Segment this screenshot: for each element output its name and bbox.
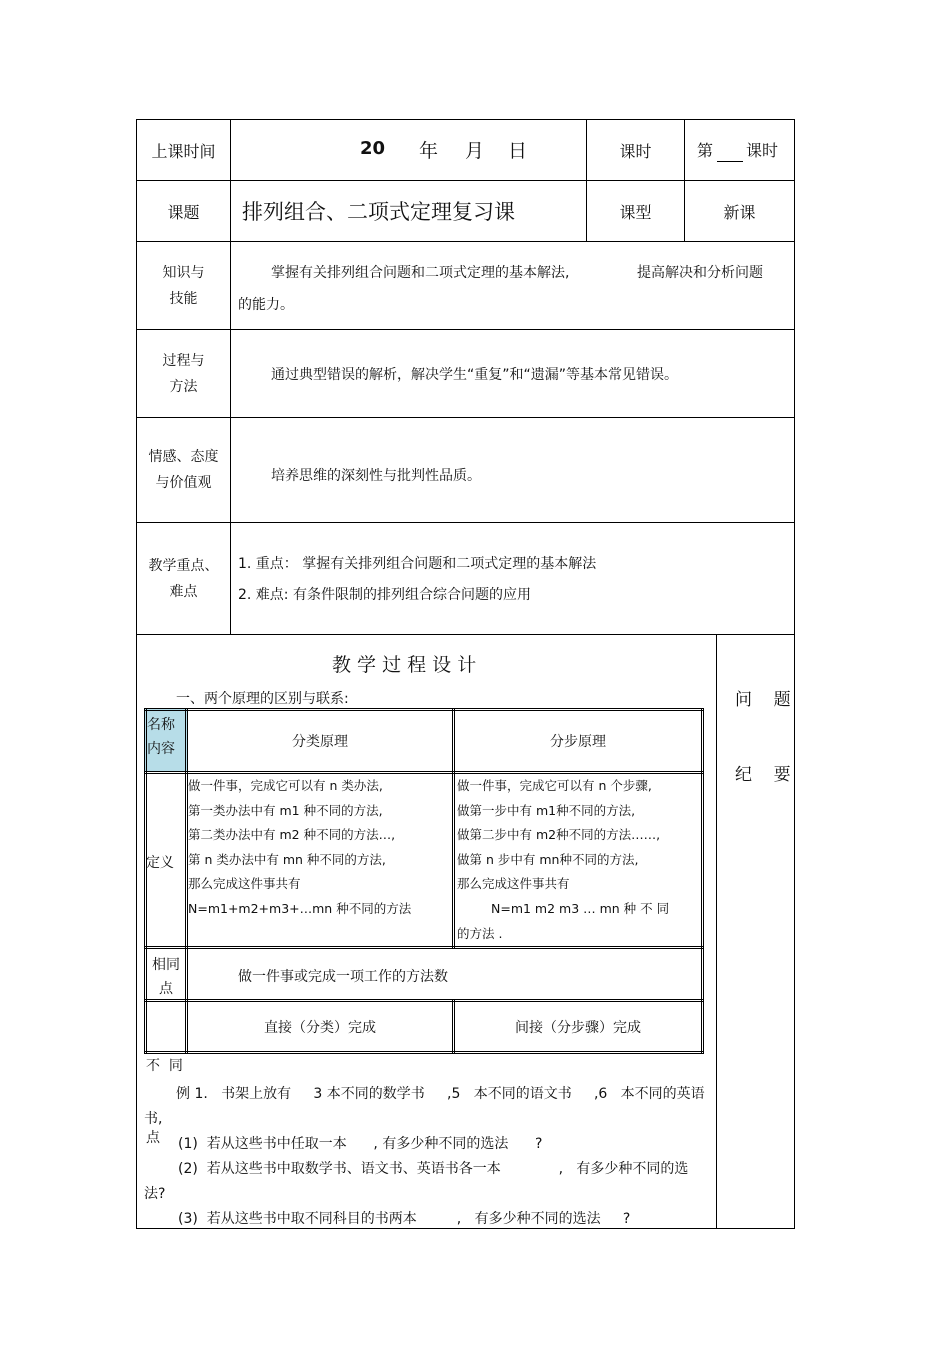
- product-def-line: 的方法 .: [457, 925, 503, 941]
- example-question-2: (2) 若从这些书中取数学书、语文书、英语书各一本 , 有多少种不同的选: [178, 1161, 689, 1177]
- focus-point-1: 1. 重点： 掌握有关排列组合问题和二项式定理的基本解法: [238, 556, 597, 572]
- emotion-label-line-1: 情感、态度: [148, 449, 219, 465]
- knowledge-text-2: 提高解决和分析问题: [637, 265, 763, 281]
- knowledge-text-1: 掌握有关排列组合问题和二项式定理的基本解法,: [271, 265, 570, 281]
- emotion-text: 培养思维的深刻性与批判性品质。: [271, 468, 481, 484]
- row-label-definition: 定义: [146, 855, 174, 871]
- product-def-line: 做第二步中有 m2种不同的方法……,: [457, 827, 661, 843]
- example-question-2-cont: 法?: [144, 1186, 166, 1202]
- product-definition: [457, 774, 669, 946]
- period-field: [685, 120, 794, 180]
- sum-def-line: 第二类办法中有 m2 种不同的方法…,: [188, 827, 396, 843]
- col-header-product: 分步原理: [550, 734, 606, 750]
- example-line-2: 书,: [144, 1111, 163, 1127]
- notes-label-line-2: 纪 要: [735, 765, 791, 785]
- notes-divider: [716, 634, 717, 1229]
- sum-def-line: 第一类办法中有 m1 种不同的方法,: [188, 802, 383, 818]
- period-suffix: 课时: [746, 141, 779, 160]
- knowledge-label-line-2: 技能: [169, 290, 198, 307]
- focus-label-line-1: 教学重点、: [148, 557, 219, 574]
- date-month-unit: 月: [465, 140, 485, 162]
- date-year-unit: 年: [419, 140, 439, 162]
- sum-def-line: N=m1+m2+m3+…mn 种不同的方法: [188, 900, 412, 916]
- period-prefix: 第: [697, 141, 714, 160]
- date-field: [231, 120, 586, 180]
- section-heading: 一、两个原理的区别与联系:: [176, 691, 349, 707]
- period-label: 课时: [619, 141, 652, 161]
- bottom-border: [136, 1228, 795, 1229]
- period-blank: [717, 161, 743, 162]
- process-label-line-1: 过程与: [162, 352, 205, 369]
- example-question-1: (1) 若从这些书中任取一本 , 有多少种不同的选法 ?: [178, 1136, 543, 1152]
- type-value: 新课: [723, 202, 756, 222]
- focus-label-line-2: 难点: [169, 583, 198, 600]
- row-label-same-line-2: 点: [159, 981, 173, 997]
- same-text: 做一件事或完成一项工作的方法数: [238, 969, 448, 985]
- emotion-label-line-2: 与价值观: [155, 475, 212, 491]
- example-line-1: 例 1. 书架上放有 3 本不同的数学书 ,5 本不同的语文书 ,6 本不同的英语: [176, 1086, 705, 1102]
- process-title: 教 学 过 程 设 计: [332, 654, 477, 676]
- sum-definition: [188, 774, 411, 922]
- emotion-label: [137, 418, 230, 522]
- date-year: 20: [360, 138, 386, 159]
- product-def-line: 做第一步中有 m1种不同的方法,: [457, 802, 636, 818]
- time-label: 上课时间: [151, 141, 216, 161]
- corner-label-line-2: 内容: [147, 741, 175, 757]
- col-header-sum: 分类原理: [292, 734, 348, 750]
- row-label-diff-line-2: 点: [146, 1130, 160, 1146]
- diff-sum: 直接（分类）完成: [264, 1019, 376, 1036]
- product-def-line: N=m1 m2 m3 … mn 种 不 同: [491, 900, 670, 916]
- knowledge-label-line-1: 知识与: [162, 264, 205, 281]
- product-def-line: 做一件事，完成它可以有 n 个步骤,: [457, 778, 652, 793]
- knowledge-label: [137, 242, 230, 329]
- focus-label: [137, 523, 230, 634]
- sum-def-line: 第 n 类办法中有 mn 种不同的方法,: [188, 851, 386, 867]
- product-def-line: 做第 n 步中有 mn种不同的方法,: [457, 851, 639, 867]
- corner-label-line-1: 名称: [147, 717, 175, 733]
- topic-label: 课题: [167, 202, 200, 222]
- topic-value: 排列组合、二项式定理复习课: [242, 200, 515, 224]
- notes-label: [735, 638, 791, 813]
- date-day-unit: 日: [508, 140, 528, 162]
- product-def-line: 那么完成这件事共有: [457, 876, 570, 892]
- diff-product: 间接（分步骤）完成: [515, 1019, 641, 1036]
- process-label-line-2: 方法: [169, 378, 198, 395]
- focus-point-2: 2. 难点: 有条件限制的排列组合综合问题的应用: [238, 587, 531, 603]
- row-label-same-line-1: 相同: [152, 957, 180, 973]
- process-text: 通过典型错误的解析，解决学生“重复”和“遗漏”等基本常见错误。: [271, 367, 679, 383]
- process-label: [137, 330, 230, 417]
- type-label: 课型: [619, 202, 652, 222]
- sum-def-line: 那么完成这件事共有: [188, 876, 301, 892]
- notes-label-line-1: 问 题: [735, 690, 791, 710]
- row-label-diff-line-1: 不 同: [146, 1058, 183, 1074]
- row-label-same: [149, 953, 183, 1001]
- knowledge-text-3: 的能力。: [238, 297, 294, 313]
- corner-label: [147, 713, 175, 761]
- example-question-3: (3) 若从这些书中取不同科目的书两本 , 有多少种不同的选法 ?: [178, 1211, 631, 1227]
- sum-def-line: 做一件事，完成它可以有 n 类办法,: [188, 778, 383, 793]
